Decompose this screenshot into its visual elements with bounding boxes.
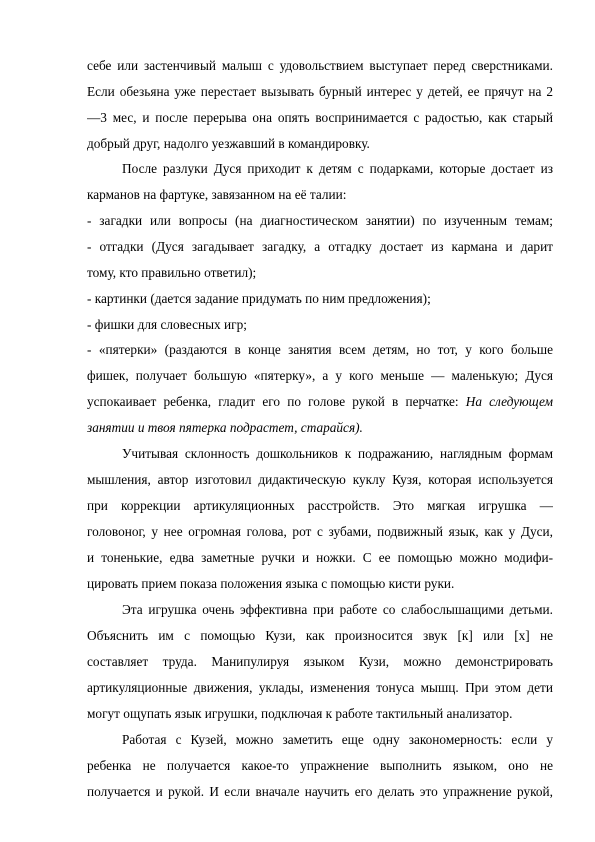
text-line: себе или застенчивый малыш с удовольствием выступает перед сверстниками. <box>87 58 553 73</box>
text-line: тому, кто правильно ответил); <box>87 265 257 280</box>
paragraph-first-line: Работая с Кузей, можно заметить еще одну закономерность: если у <box>122 732 553 747</box>
text-line: артикуляционные движения, уклады, изменения тонуса мышц. При этом дети <box>87 680 553 695</box>
text-line: составляет труда. Манипулируя языком Кузи, можно демонстрировать <box>87 654 553 669</box>
text-line: ребенка не получается какое-то упражнение выполнить языком, оно не <box>87 758 553 773</box>
text-line: цировать прием показа положения языка с помощью кисти руки. <box>87 576 455 591</box>
text-line: добрый друг, надолго уезжавший в командировку. <box>87 136 370 151</box>
paragraph-first-line: Эта игрушка очень эффективна при работе со слабослышащими детьми. <box>122 602 553 617</box>
text-line: карманов на фартуке, завязанном на её талии: <box>87 187 347 202</box>
text-line: —3 мес, и после перерыва она опять воспринимается с радостью, как старый <box>87 110 553 125</box>
text-line: Объяснить им с помощью Кузи, как произносится звук [к] или [х] не <box>87 628 553 643</box>
text-line <box>87 392 553 412</box>
text-line: и тоненькие, едва заметные ручки и ножки. С ее помощью можно модифи- <box>87 550 553 565</box>
paragraph-first-line: После разлуки Дуся приходит к детям с подарками, которые достает из <box>122 161 553 176</box>
text-segment: успокаивает ребенка, гладит его по голове рукой в перчатке: <box>87 394 459 409</box>
list-item: - «пятерки» (раздаются в конце занятия всем детям, но тот, у кого больше <box>87 342 553 357</box>
text-line: при коррекции артикуляционных расстройств. Это мягкая игрушка — <box>87 498 553 513</box>
italic-quote: занятии и твоя пятерка подрастет, старайся). <box>87 420 363 435</box>
text-line <box>87 418 553 438</box>
list-item: - картинки (дается задание придумать по ним предложения); <box>87 291 431 306</box>
text-line: могут ощупать язык игрушки, подключая к работе тактильный анализатор. <box>87 706 513 721</box>
text-line: получается и рукой. И если вначале научить его делать это упражнение рукой, <box>87 784 553 799</box>
text-line: фишек, получает большую «пятерку», а у кого меньше — маленькую; Дуся <box>87 368 553 383</box>
text-line: мышления, автор изготовил дидактическую куклу Кузя, которая используется <box>87 472 553 487</box>
italic-quote: На следующем <box>465 394 553 409</box>
paragraph-first-line: Учитывая склонность дошкольников к подражанию, наглядным формам <box>122 446 553 461</box>
text-line: Если обезьяна уже перестает вызывать бурный интерес у детей, ее прячут на 2 <box>87 84 553 99</box>
text-line: головоног, у нее огромная голова, рот с зубами, подвижный язык, как у Дуси, <box>87 524 553 539</box>
list-item: - фишки для словесных игр; <box>87 317 247 332</box>
list-item: - отгадки (Дуся загадывает загадку, а отгадку достает из кармана и дарит <box>87 239 553 254</box>
list-item: - загадки или вопросы (на диагностическом занятии) по изученным темам; <box>87 213 553 228</box>
